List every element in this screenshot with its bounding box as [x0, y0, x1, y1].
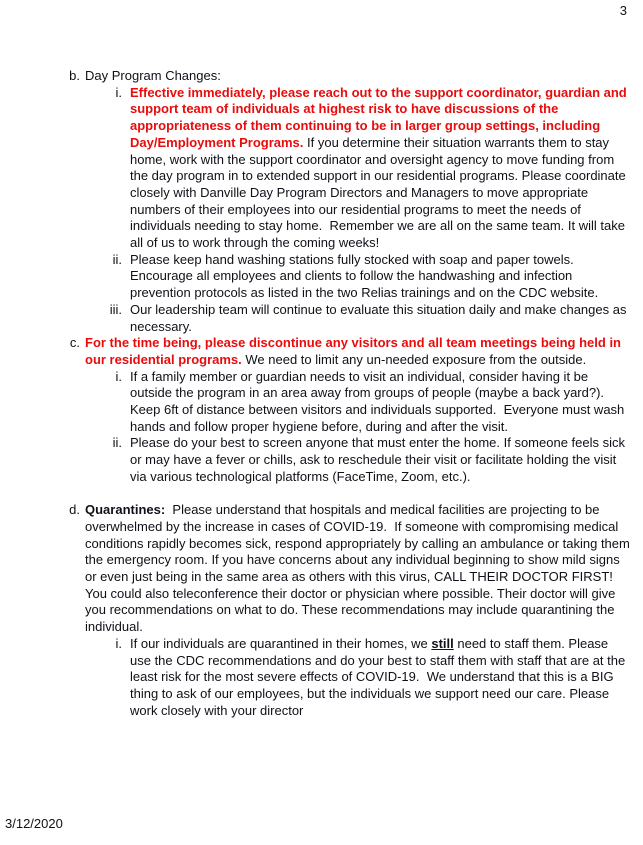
page-number: 3: [619, 3, 627, 18]
list-item-text: [130, 636, 630, 720]
blank-line: [0, 486, 643, 503]
list-item-d: [0, 502, 643, 636]
list-marker: i.: [115, 84, 122, 100]
list-marker: i.: [115, 368, 122, 384]
list-marker: ii.: [112, 251, 122, 267]
list-item-b: [0, 68, 643, 85]
list-item-text: [85, 502, 634, 636]
list-marker: ii.: [112, 435, 122, 451]
text-run: Our leadership team will continue to evaluate this situation daily and make changes as necessary.: [130, 301, 631, 334]
text-run: If a family member or guardian needs to visit an individual, consider having it be outside the program in an area away from groups of people (maybe a back yard?). Keep 6ft of distance between visitors and individuals supported. Everyone must wash hands and follow proper hygiene before, during and after the visit.: [130, 368, 628, 434]
list-item-text: [85, 68, 630, 85]
text-run: still: [431, 635, 454, 651]
text-run: If our individuals are quarantined in their homes, we: [130, 635, 432, 651]
text-run: need to staff them. Please use the CDC recommendations and do your best to staff them with staff that are at the least risk for the most severe effects of COVID-19. We understand that this is a BIG thing to ask of our employees, but the individuals we support need our care. Please work closely with your director: [130, 635, 629, 718]
list-marker: iii.: [109, 301, 122, 317]
footer-date: 3/12/2020: [5, 816, 63, 831]
list-item-b-ii: [0, 252, 643, 302]
list-item-text: [130, 252, 630, 302]
list-item-c-i: [0, 369, 643, 436]
list-marker: d.: [69, 502, 80, 518]
list-marker: c.: [69, 335, 80, 351]
list-item-text: [130, 85, 630, 252]
text-run: We need to limit any un-needed exposure from the outside.: [241, 351, 587, 367]
text-run: Effective immediately, please reach out to the support coordinator, guardian and support team of individuals at highest risk to have discussions of the appropriateness of them continuing to be in larger group settings, including Day/Employment Programs.: [130, 84, 631, 150]
document-body: [0, 68, 643, 719]
text-run: Quarantines:: [85, 502, 166, 518]
list-item-b-i: [0, 85, 643, 252]
text-run: Please do your best to screen anyone that must enter the home. If someone feels sick or may have a fever or chills, ask to reschedule their visit or facilitate holding the visit via various technological platforms (FaceTime, Zoom, etc.).: [130, 435, 629, 484]
text-run: If you determine their situation warrants them to stay home, work with the support coordinator and oversight agency to move funding from the day program in to extended support in our residential programs. Please coordinate closely with Danville Day Program Directors and Managers to move appropriate numbers of their employees into our residential programs to meet the needs of individuals needing to stay home. Remember we are all on the same team. It will take all of us to work through the coming weeks!: [130, 134, 630, 251]
list-item-c-ii: [0, 435, 643, 485]
list-item-text: [130, 302, 630, 335]
list-marker: b.: [69, 68, 80, 83]
list-item-b-iii: [0, 302, 643, 335]
list-item-c: [0, 335, 643, 368]
list-item-text: [130, 369, 630, 436]
text-run: Day Program Changes:: [85, 68, 221, 83]
text-run: Please keep hand washing stations fully stocked with soap and paper towels. Encourage all employees and clients to follow the handwashing and infection prevention protocols as listed in the two Relias trainings and on the CDC website.: [130, 251, 599, 301]
list-item-text: [130, 435, 630, 485]
text-run: Please understand that hospitals and medical facilities are projecting to be overwhelmed by the increase in cases of COVID-19. If someone with compromising medical conditions rapidly becomes sick, respond appropriately by calling an ambulance or taking them the emergency room. If you have concerns about any individual beginning to show mild signs or even just being in the same area as others with this virus, CALL THEIR DOCTOR FIRST! You could also teleconference their doctor or physician where possible. Their doctor will give you recommendations on what to do. These recommendations may include quarantining the individual.: [85, 502, 634, 635]
list-item-d-i: [0, 636, 643, 720]
list-marker: i.: [115, 635, 122, 651]
list-item-text: [85, 335, 630, 368]
text-run: For the time being, please discontinue any visitors and all team meetings being held in our residential programs.: [85, 335, 625, 367]
